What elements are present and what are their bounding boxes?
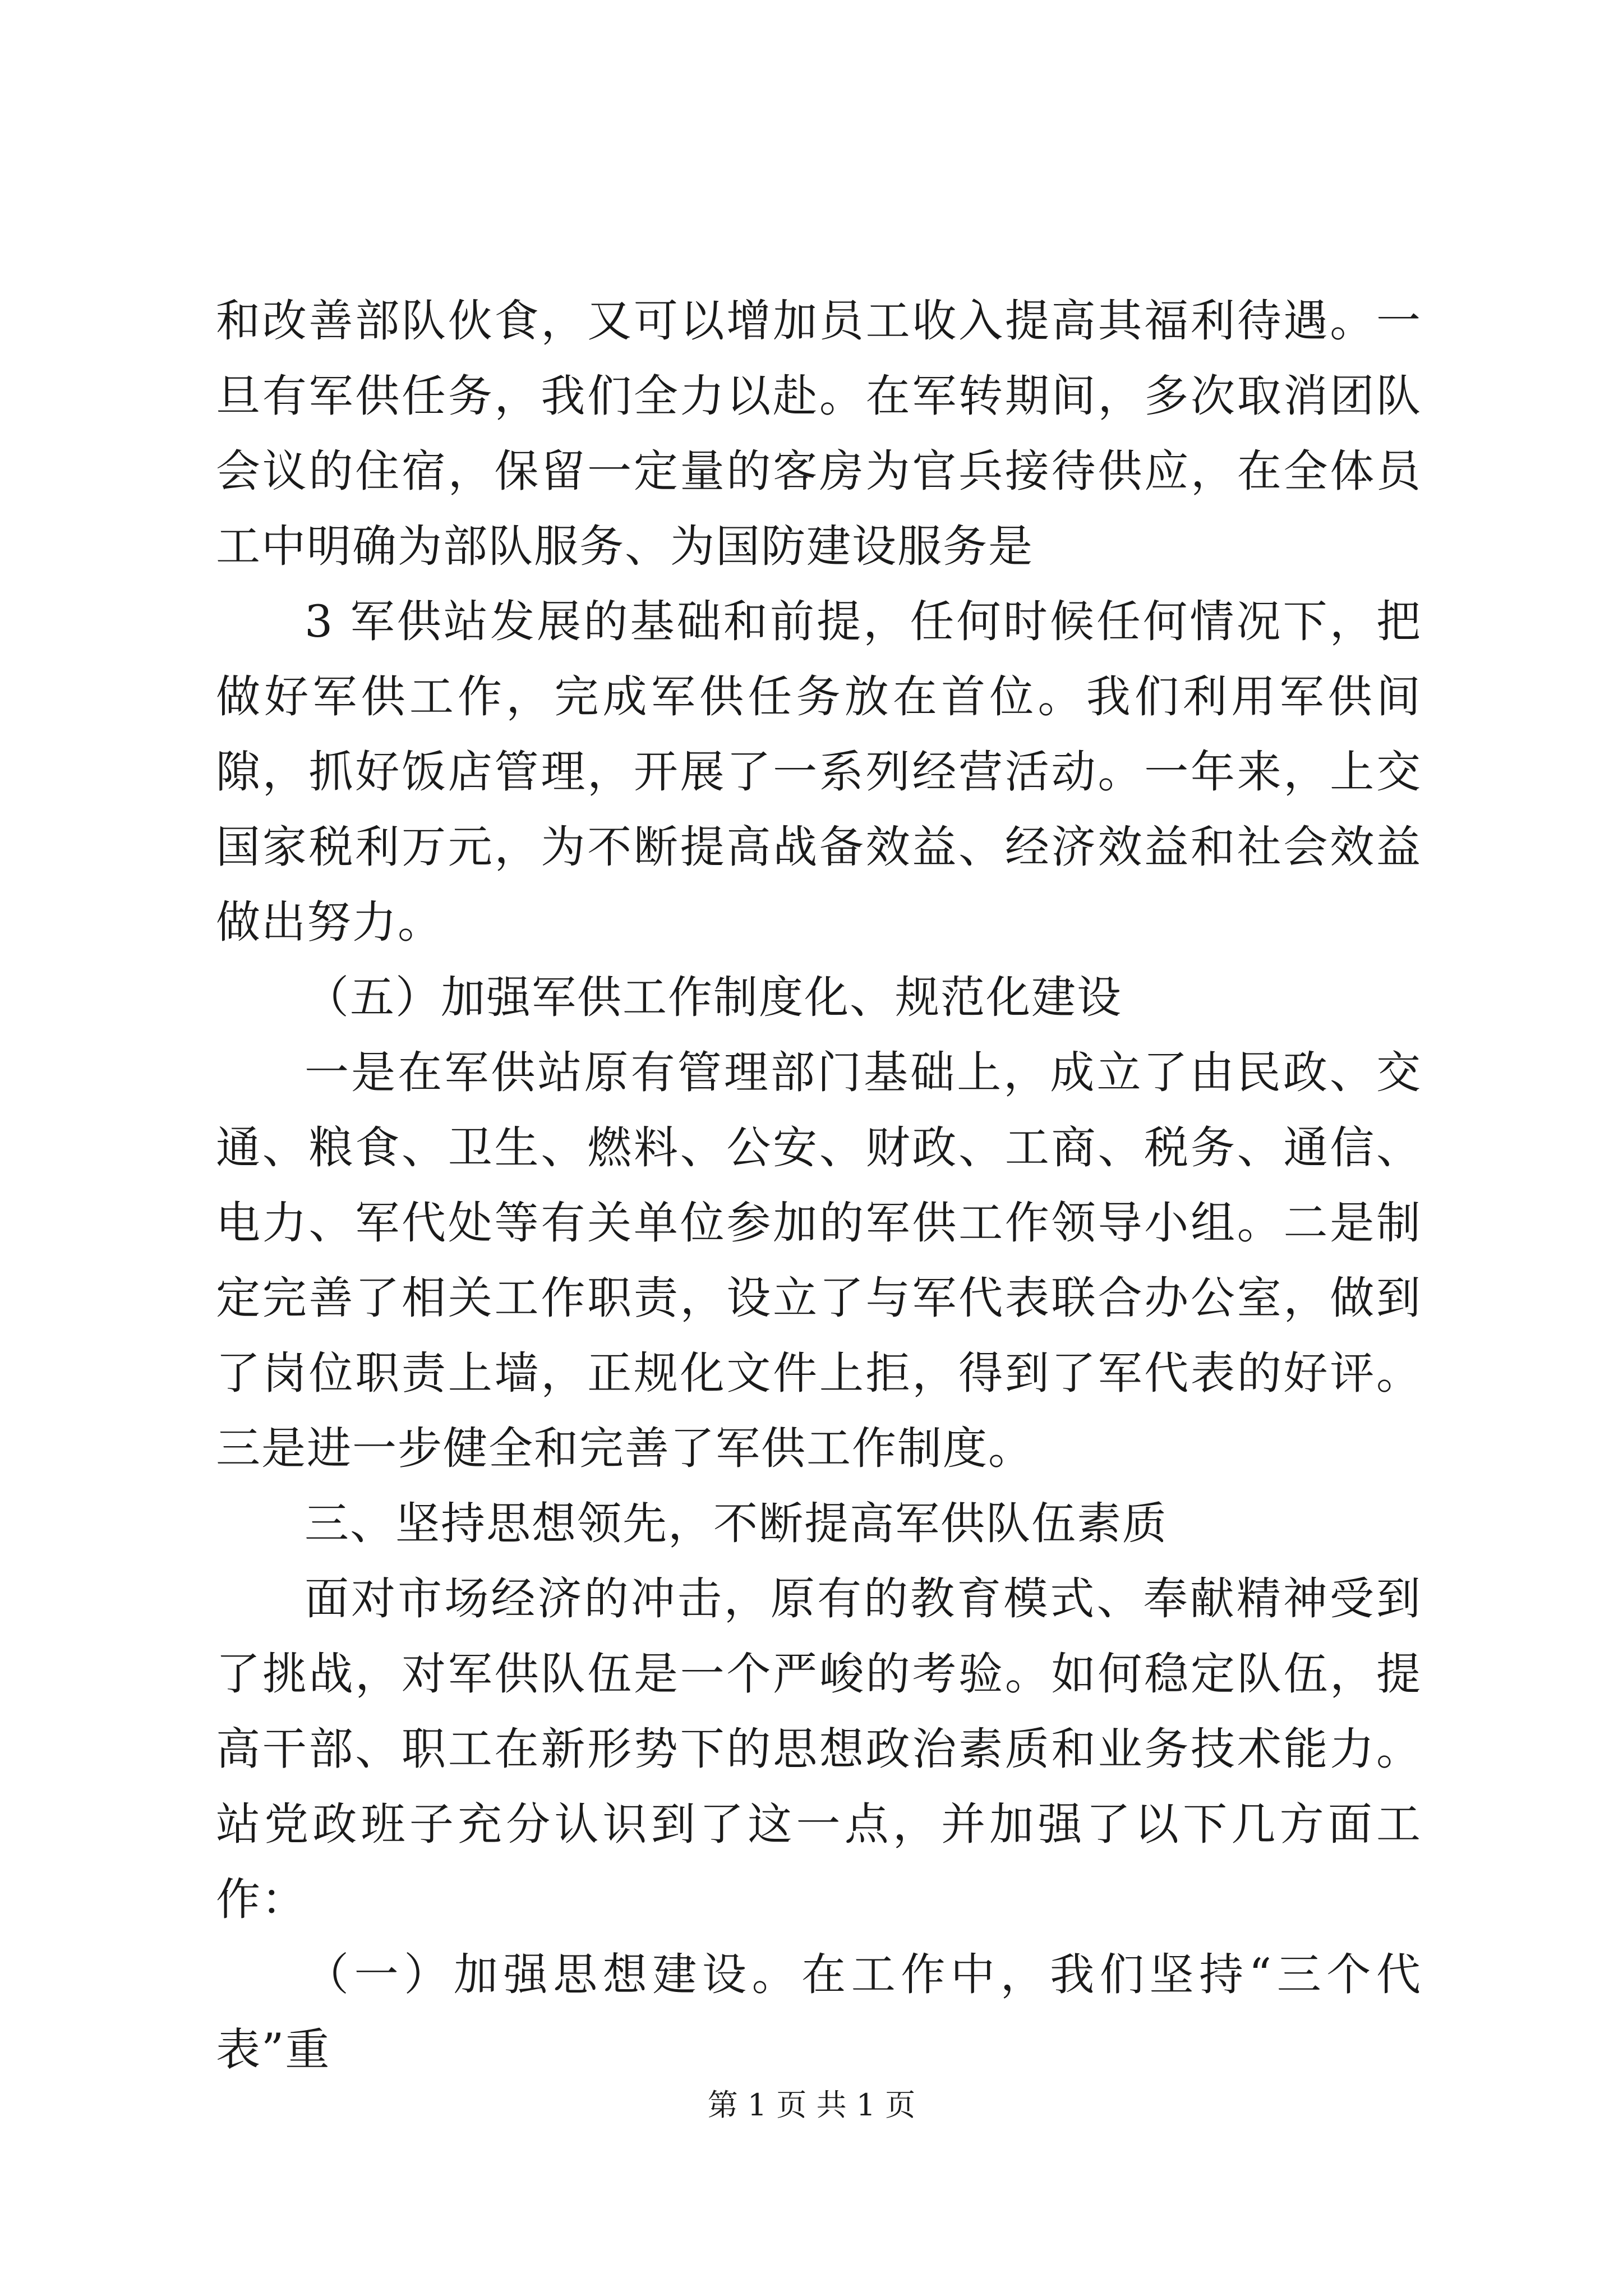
page-footer: 第 1 页 共 1 页: [707, 2087, 916, 2123]
paragraph: 面对市场经济的冲击，原有的教育模式、奉献精神受到了挑战，对军供队伍是一个严峻的考验。如何稳定队伍，提高干部、职工在新形势下的思想政治素质和业务技术能力。站党政班子充分认识到了这一点，并加强了以下几方面工作：: [216, 1573, 1422, 1925]
section-heading: 三、坚持思想领先，不断提高军供队伍素质: [305, 1498, 1168, 1549]
paragraph: 一是在军供站原有管理部门基础上，成立了由民政、交通、粮食、卫生、燃料、公安、财政、工商、税务、通信、电力、军代处等有关单位参加的军供工作领导小组。二是制定完善了相关工作职责，设立了与军代表联合办公室，做到了岗位职责上墙，正规化文件上拒，得到了军代表的好评。三是进一步健全和完善了军供工作制度。: [216, 1047, 1422, 1474]
document-body: [216, 283, 1422, 2087]
section-heading: （五）加强军供工作制度化、规范化建设: [305, 972, 1122, 1023]
paragraph: 和改善部队伙食，又可以增加员工收入提高其福利待遇。一旦有军供任务，我们全力以赴。在军转期间，多次取消团队会议的住宿，保留一定量的客房为官兵接待供应，在全体员工中明确为部队服务、为国防建设服务是: [216, 295, 1422, 572]
paragraph: 3 军供站发展的基础和前提，任何时候任何情况下，把做好军供工作，完成军供任务放在首位。我们利用军供间隙，抓好饭店管理，开展了一系列经营活动。一年来，上交国家税利万元，为不断提高战备效益、经济效益和社会效益做出努力。: [216, 596, 1422, 948]
paragraph: （一）加强思想建设。在工作中，我们坚持“三个代表”重: [216, 1949, 1422, 2076]
